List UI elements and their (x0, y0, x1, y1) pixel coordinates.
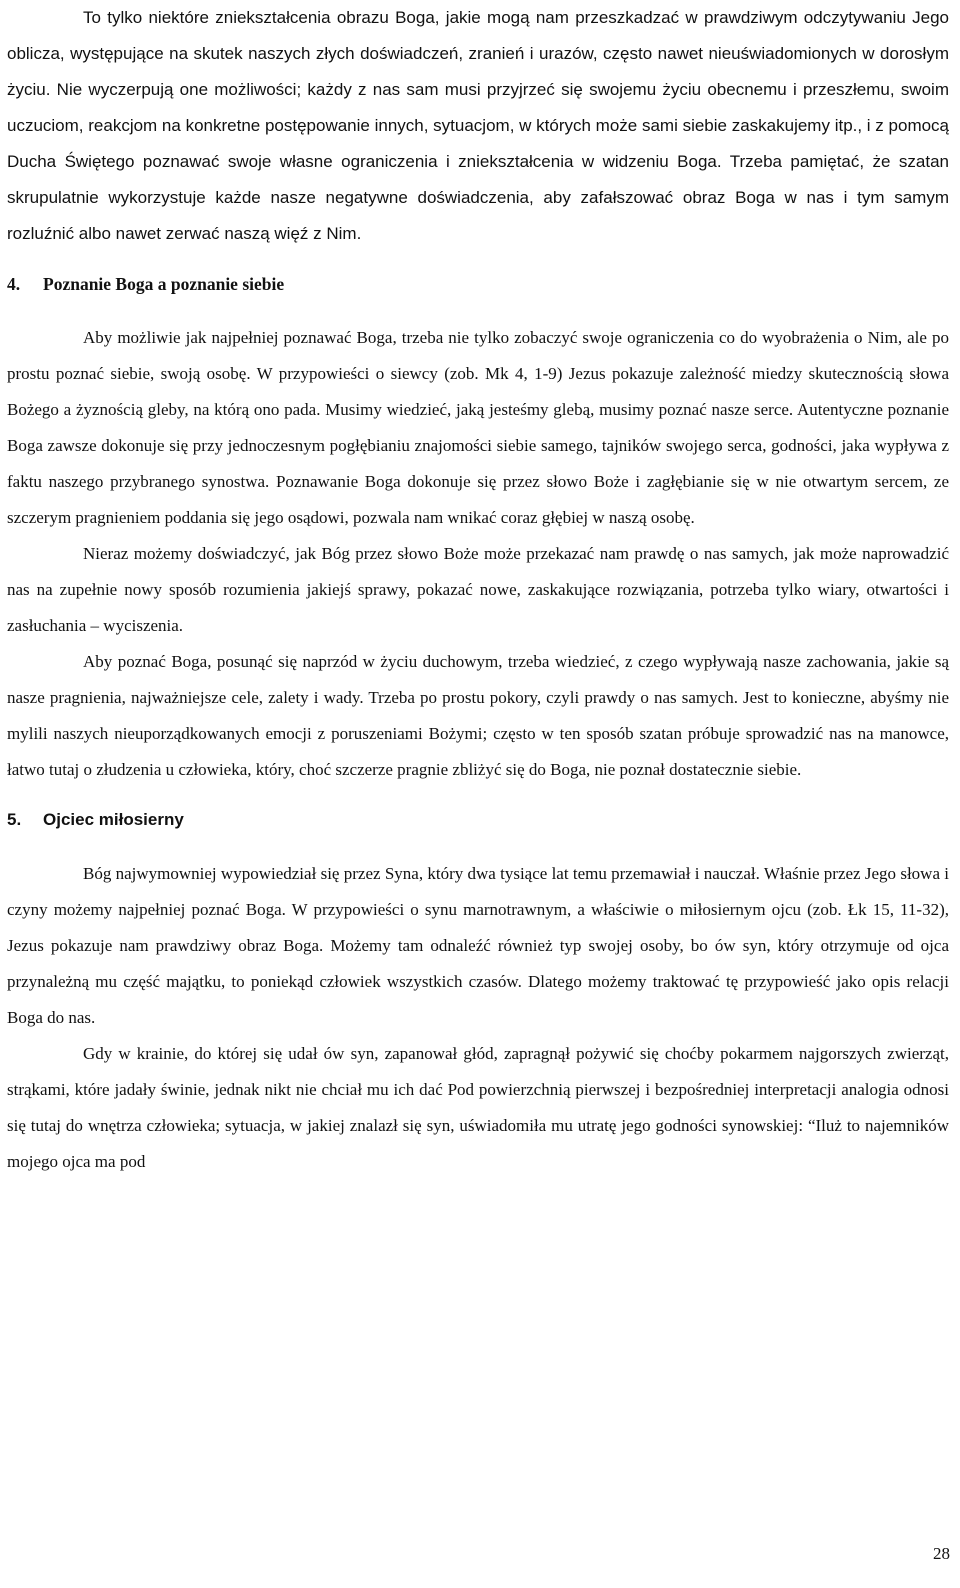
section-number: 4. (7, 274, 21, 294)
section-title: Poznanie Boga a poznanie siebie (43, 274, 285, 294)
section-heading-5 (7, 802, 949, 838)
body-paragraph: To tylko niektóre zniekształcenia obrazu Boga, jakie mogą nam przeszkadzać w prawdziwym odczytywaniu Jego oblicza, występujące na skutek naszych złych doświadczeń, zranień i urazów, często nawet nieuświadomionych w dorosłym życiu. Nie wyczerpują one możliwości; każdy z nas sam musi przyjrzeć się swojemu życiu obecnemu i przeszłemu, swoim uczuciom, reakcjom na konkretne postępowanie innych, sytuacjom, w których może sami siebie zaskakujemy itp., i z pomocą Ducha Świętego poznawać swoje własne ograniczenia i zniekształcenia w widzeniu Boga. Trzeba pamiętać, że szatan skrupulatnie wykorzystuje każde nasze negatywne doświadczenia, aby zafałszować obraz Boga w nas i tym samym rozluźnić albo nawet zerwać naszą więź z Nim. (7, 8, 950, 243)
section-heading-4 (7, 266, 949, 302)
page-number: 28 (933, 1544, 950, 1563)
spacer (7, 302, 949, 320)
body-paragraph: Gdy w krainie, do której się udał ów syn, zapanował głód, zapragnął pożywić się choćby pokarmem najgorszych zwierząt, strąkami, które jadały świnie, jednak nikt nie chciał mu ich dać Pod powierzchnią pierwszej i bezpośredniej interpretacji analogia odnosi się tutaj do wnętrza człowieka; sytuacja, w jakiej znalazł się syn, uświadomiła mu utratę jego godności synowskiej: “Iluż to najemników mojego ojca ma pod (7, 1044, 949, 1171)
body-paragraph: Bóg najwymowniej wypowiedział się przez Syna, który dwa tysiące lat temu przemawiał i nauczał. Właśnie przez Jego słowa i czyny możemy najpełniej poznać Boga. W przypowieści o synu marnotrawnym, a właściwie o miłosiernym ojcu (zob. Łk 15, 11-32), Jezus pokazuje nam prawdziwy obraz Boga. Możemy tam odnaleźć również typ swojej osoby, bo ów syn, który otrzymuje od ojca przynależną mu część majątku, to poniekąd człowiek wszystkich czasów. Dlatego możemy traktować tę przypowieść jako opis relacji Boga do nas. (7, 864, 949, 1027)
body-paragraph: Aby możliwie jak najpełniej poznawać Boga, trzeba nie tylko zobaczyć swoje ograniczenia co do wyobrażenia o Nim, ale po prostu poznać siebie, swoją osobę. W przypowieści o siewcy (zob. Mk 4, 1-9) Jezus pokazuje zależność miedzy skutecznością słowa Bożego a żyznością gleby, na którą ono pada. Musimy wiedzieć, jaką jesteśmy glebą, musimy poznać nasze serce. Autentyczne poznanie Boga zawsze dokonuje się przy jednoczesnym pogłębianiu znajomości siebie samego, tajników swojego serca, godności, jaka wypływa z faktu naszego przybranego synostwa. Poznawanie Boga dokonuje się przez słowo Boże i zagłębianie się w nie otwartym sercem, ze szczerym pragnieniem poddania się jego osądowi, pozwala nam wnikać coraz głębiej w naszą osobę. (7, 328, 949, 527)
body-paragraph: Nieraz możemy doświadczyć, jak Bóg przez słowo Boże może przekazać nam prawdę o nas samych, jak może naprowadzić nas na zupełnie nowy sposób rozumienia jakiejś sprawy, pokazać nowe, zaskakujące rozwiązania, potrzeba tylko wiary, otwartości i zasłuchania – wyciszenia. (7, 544, 949, 635)
document-page (7, 0, 949, 1180)
section-number: 5. (7, 810, 22, 829)
spacer (7, 838, 949, 856)
spacer (7, 252, 949, 266)
section-title: Ojciec miłosierny (43, 810, 184, 829)
spacer (7, 788, 949, 802)
body-paragraph: Aby poznać Boga, posunąć się naprzód w życiu duchowym, trzeba wiedzieć, z czego wypływają nasze zachowania, jakie są nasze pragnienia, najważniejsze cele, zalety i wady. Trzeba po prostu pokory, czyli prawdy o nas samych. Jest to konieczne, abyśmy nie mylili naszych nieuporządkowanych emocji z poruszeniami Bożymi; często w ten sposób szatan próbuje sprowadzić nas na manowce, łatwo tutaj o złudzenia u człowieka, który, choć szczerze pragnie zbliżyć się do Boga, nie poznał dostatecznie siebie. (7, 652, 949, 779)
